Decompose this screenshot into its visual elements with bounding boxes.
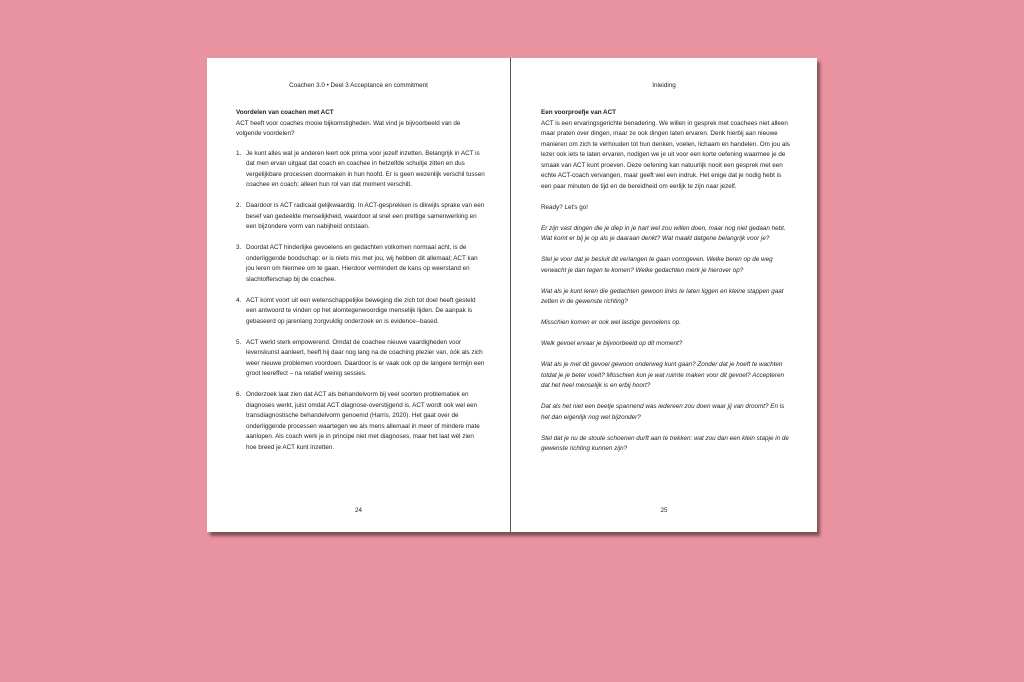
reflection-question: Misschien komen er ook wel lastige gevoelens op.: [541, 319, 682, 326]
intro-paragraph-left: ACT heeft voor coaches mooie bijkomstigheden. Wat vind je bijvoorbeeld van de volgende voordelen?: [236, 119, 461, 137]
page-number-left: 24: [354, 507, 362, 514]
list-item-text: Onderzoek laat zien dat ACT als behandelvorm bij veel soorten problematiek en diagnoses werkt, juist omdat ACT diagnose-overstijgend is. ACT wordt ook wel een transdiagnostische behandelvorm genoemd (Harris, 2020). Het gaat over de onderliggende processen waartegen we als mens allemaal in meer of mindere mate aanlopen. Als coach werk je in principe niet met diagnoses, maar het laat wél zien hoe breed je ACT kunt inzetten.: [246, 391, 480, 451]
list-number: 1.: [236, 149, 242, 157]
running-head-left: Coachen 3.0 • Deel 3 Acceptance en commitment: [289, 82, 428, 89]
page-number-right: 25: [660, 507, 668, 514]
list-item: [236, 201, 486, 233]
reflection-question: Stel je voor dat je besluit dit verlangen te gaan vormgeven. Welke beren op de weg verwacht je dan tegen te komen? Welke gedachten merk je hierover op?: [541, 256, 773, 274]
list-item-text: Je kunt alles wat je anderen leert ook prima voor jezelf inzetten. Belangrijk in ACT is dat men ervan uitgaat dat coach en coachee in hetzelfde schuitje zitten en dus vergelijkbare processen doormaken in hun hoofd. Er is geen wezenlijk verschil tussen coachee en coach; alleen hun rol van dat moment verschilt.: [246, 149, 485, 188]
intro-paragraph-right: ACT is een ervaringsgerichte benadering. We willen in gesprek met coachees niet alleen maar praten over dingen, maar ze ook dingen laten ervaren. Denk hierbij aan nieuwe manieren om zich te verhouden tot hun denken, voelen, lichaam en handelen. Om jou als lezer ook iets te laten ervaren, nodigen we je uit voor een korte oefening waarmee je de smaak van ACT kunt proeven. Deze oefening kan natuurlijk nooit een gesprek met een echte ACT-coach vervangen, maar geeft wel een indruk. Het enige dat je nodig hebt is een paar minuten de tijd en de bereidheid om eerlijk te zijn naar jezelf.: [541, 119, 790, 190]
list-item-text: ACT werkt sterk empowerend. Omdat de coachee nieuwe vaardigheden voor levenskunst aanleert, heeft hij daar nog lang na de coaching plezier van, óók als zich weer nieuwe problemen voordoen. Daardoor is er vaak ook op de langere termijn een groot leereffect – na relatief weinig sessies.: [246, 338, 485, 377]
list-item-text: Doordat ACT hinderlijke gevoelens en gedachten volkomen normaal acht, is de onderliggende boodschap: er is niets mis met jou, wij hebben dit allemaal; ACT kan jou leren om hiermee om te gaan. Hierdoor vermindert de kans op weerstand en slachtofferschap bij de coachee.: [246, 244, 478, 283]
section-heading-right: Een voorproefje van ACT: [541, 109, 616, 116]
list-number: 5.: [236, 338, 242, 346]
reflection-question: Er zijn vast dingen die je diep in je hart wel zou willen doen, maar nog niet gedaan hebt. Wat komt er bij je op als je daaraan denkt? Wat maakt datgene belangrijk voor je?: [541, 224, 786, 242]
list-item: [236, 296, 486, 328]
list-item: [236, 149, 486, 191]
section-heading-left: Voordelen van coachen met ACT: [236, 109, 334, 116]
list-item: [236, 243, 486, 285]
ready-line: Ready? Let's go!: [541, 203, 589, 211]
right-page: [512, 58, 816, 532]
left-page: [207, 58, 511, 532]
list-item: [236, 338, 486, 380]
running-head-right: Inleiding: [652, 82, 676, 89]
list-number: 4.: [236, 296, 242, 304]
reflection-question: Stel dat je nu de stoute schoenen durft aan te trekken: wat zou dan een klein stapje in de gewenste richting kunnen zijn?: [541, 434, 789, 452]
list-number: 6.: [236, 391, 242, 398]
right-page-content: [541, 108, 791, 455]
reflection-question: Dat als het niet een beetje spannend was iedereen zou doen waar jij van droomt? En is het dan eigenlijk nog wel bijzonder?: [541, 403, 785, 421]
reflection-question: Welk gevoel ervaar je bijvoorbeeld op dit moment?: [541, 340, 683, 347]
list-item-text: Daardoor is ACT radicaal gelijkwaardig. In ACT-gesprekken is dikwijls sprake van een besef van gedeelde menselijkheid, waardoor al snel een prettige samenwerking en een bijzondere vorm van nabijheid ontstaan.: [246, 202, 485, 230]
reflection-question: Wat als je met dit gevoel gewoon onderweg kunt gaan? Zonder dat je hoeft te wachten totdat je je beter voelt? Misschien kun je wat ruimte maken voor dit gevoel? Accepteren dat het heel menselijk is en erbij hoort?: [541, 361, 785, 389]
left-page-content: [236, 108, 486, 464]
list-item: [236, 390, 486, 453]
advantages-list: [236, 149, 486, 454]
list-item-text: ACT komt voort uit een wetenschappelijke beweging die zich tot doel heeft gesteld een antwoord te vinden op het alomtegenwoordige menselijk lijden. De aanpak is gebaseerd op jarenlang zorgvuldig onderzoek en is evidence--based.: [246, 296, 476, 325]
reflection-question: Wat als je kunt leren die gedachten gewoon links te laten liggen en kleine stappen gaat zetten in de gewenste richting?: [541, 287, 784, 305]
list-number: 2.: [236, 202, 242, 209]
list-number: 3.: [236, 244, 242, 251]
book-spread: [207, 58, 817, 532]
